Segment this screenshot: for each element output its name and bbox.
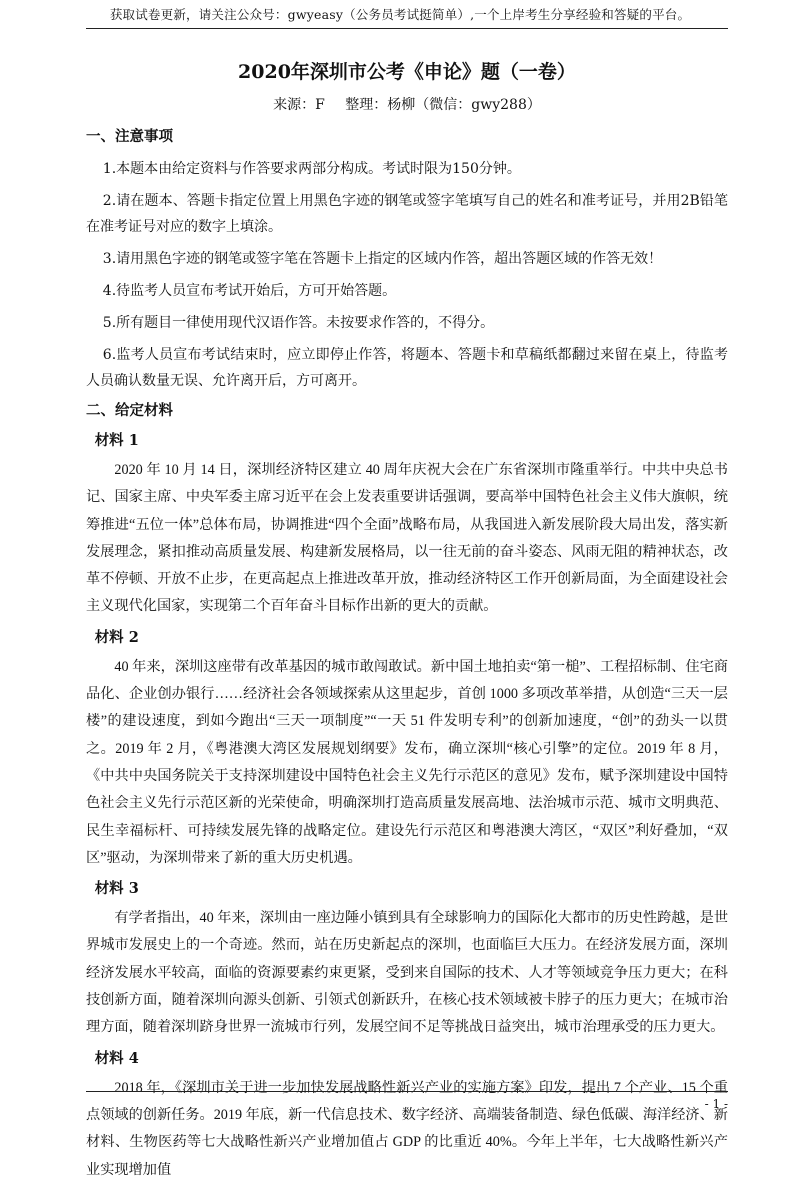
page-number: - 1 -: [704, 1097, 728, 1111]
material-title: 材料 2: [94, 628, 139, 646]
material-title: 材料 4: [94, 1049, 139, 1067]
footer-divider: [86, 1091, 728, 1092]
material-text: 2018 年，《深圳市关于进一步加快发展战略性新兴产业的实施方案》印发，提出 7 个产业、15 个重点领域的创新任务。2019 年底，新一代信息技术、数字经济、高端装备制造、绿色低碳、海洋经济、新材料、生物医药等七大战略性新兴产业增加值占 GDP 的比重近 40%。今年上半年，七大战略性新兴产业实现增加值: [86, 1079, 728, 1178]
section-materials-heading: 二、给定材料: [86, 402, 173, 419]
material-title: 材料 1: [94, 432, 139, 449]
page-footer: [86, 1091, 728, 1112]
material-text: 有学者指出，40 年来，深圳由一座边陲小镇到具有全球影响力的国际化大都市的历史性跨越，是世界城市发展史上的一个奇迹。然而，站在历史新起点的深圳，也面临巨大压力。在经济发展方面，深圳经济发展水平较高，面临的资源要素约束更紧，受到来自国际的技术、人才等领域竞争压力更大；在科技创新方面，随着深圳向源头创新、引领式创新跃升，在核心技术领域被卡脖子的压力更大；在城市治理方面，随着深圳跻身世界一流城市行列，发展空间不足等挑战日益突出，城市治理承受的压力更大。: [86, 910, 729, 1036]
material-text: 2020 年 10 月 14 日，深圳经济特区建立 40 周年庆祝大会在广东省深圳市隆重举行。中共中央总书记、国家主席、中央军委主席习近平在会上发表重要讲话强调，要高举中国特色社会主义伟大旗帜，统筹推进“五位一体”总体布局，协调推进“四个全面”战略布局，从我国进入新发展阶段大局出发，落实新发展理念，紧扣推动高质量发展、构建新发展格局，以一往无前的奋斗姿态、风雨无阻的精神状态，改革不停顿、开放不止步，在更高起点上推进改革开放，推动经济特区工作开创新局面，为全面建设社会主义现代化国家，实现第二个百年奋斗目标作出新的更大的贡献。: [86, 462, 728, 615]
header-divider: [86, 28, 728, 29]
document-body: [86, 58, 728, 1184]
document-title: 2020年深圳市公考《申论》题（一卷）: [238, 61, 576, 83]
note-item: 4.待监考人员宣布考试开始后，方可开始答题。: [102, 283, 397, 299]
document-source-line: [86, 94, 728, 116]
note-item: 1.本题本由给定资料与作答要求两部分构成。考试时限为150分钟。: [102, 161, 521, 177]
note-item: 3.请用黑色字迹的钢笔或签字笔在答题卡上指定的区域内作答，超出答题区域的作答无效！: [102, 251, 663, 267]
note-item: 2.请在题本、答题卡指定位置上用黑色字迹的钢笔或签字笔填写自己的姓名和准考证号，并用2B铅笔在准考证号对应的数字上填涂。: [86, 193, 728, 235]
material-title: 材料 3: [94, 880, 139, 898]
note-item: 5.所有题目一律使用现代汉语作答。未按要求作答的，不得分。: [102, 315, 495, 331]
material-text: 40 年来，深圳这座带有改革基因的城市敢闯敢试。新中国土地拍卖“第一槌”、工程招标制、住宅商品化、企业创办银行……经济社会各领域探索从这里起步，首创 1000 多项改革举措，从创造“三天一层楼”的建设速度，到如今跑出“三天一项制度”“一天 51 件发明专利”的创新加速度，“创”的劲头一以贯之。2019 年 2 月，《粤港澳大湾区发展规划纲要》发布，确立深圳“核心引擎”的定位。2019 年 8 月，《中共中央国务院关于支持深圳建设中国特色社会主义先行示范区的意见》发布，赋予深圳建设中国特色社会主义先行示范区新的光荣使命，明确深圳打造高质量发展高地、法治城市示范、城市文明典范、民生幸福标杆、可持续发展先锋的战略定位。建设先行示范区和粤港澳大湾区，“双区”利好叠加，“双区”驱动，为深圳带来了新的重大历史机遇。: [86, 658, 728, 866]
document-editor: 整理：杨柳（微信：gwy288）: [345, 97, 541, 113]
header-notice: 获取试卷更新，请关注公众号：gwyeasy（公务员考试挺简单）,一个上岸考生分享经验和答疑的平台。: [109, 7, 691, 22]
section-notes-heading: 一、注意事项: [86, 128, 173, 145]
document-source: 来源：F: [273, 97, 325, 113]
note-item: 6.监考人员宣布考试结束时，应立即停止作答，将题本、答题卡和草稿纸都翻过来留在桌上，待监考人员确认数量无误、允许离开后，方可离开。: [86, 347, 728, 389]
